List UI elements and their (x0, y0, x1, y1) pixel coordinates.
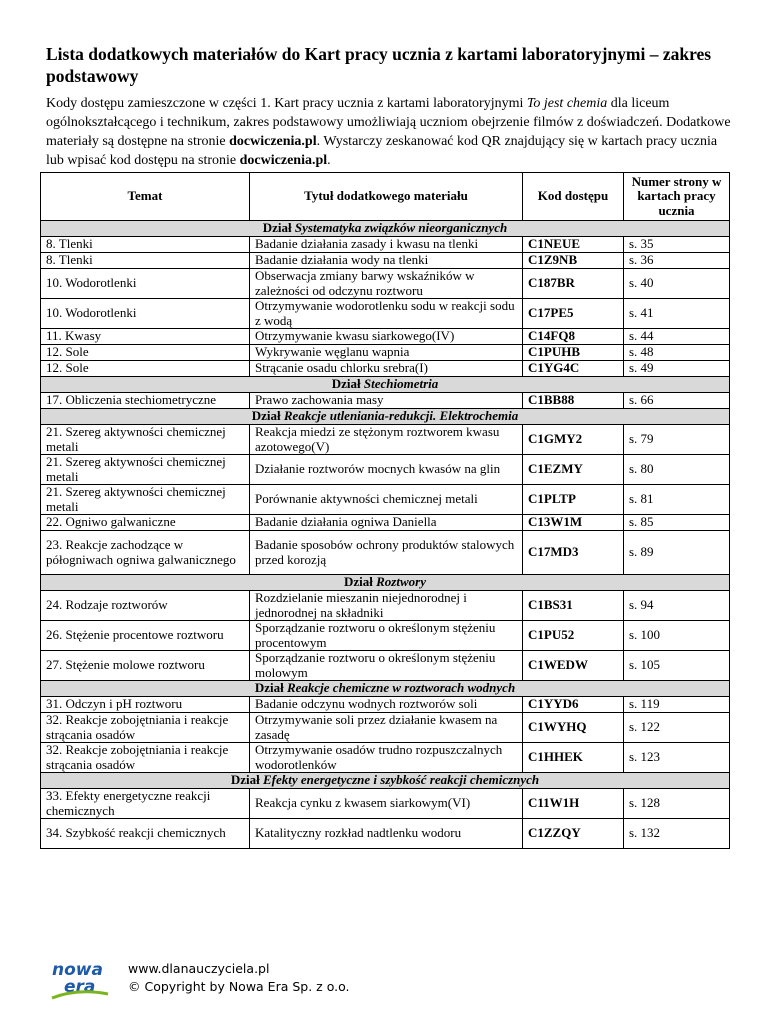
footer-copyright: © Copyright by Nowa Era Sp. z o.o. (128, 979, 350, 994)
table-row (41, 393, 730, 409)
section-prefix: Dział (251, 408, 284, 424)
table-row (41, 237, 730, 253)
table-body (41, 221, 730, 849)
cell-topic: 12. Sole (41, 361, 250, 377)
cell-page: s. 105 (624, 651, 730, 681)
section-title (41, 409, 730, 425)
cell-page: s. 49 (624, 361, 730, 377)
cell-code: C11W1H (523, 789, 624, 819)
cell-code: C1PU52 (523, 621, 624, 651)
cell-page: s. 66 (624, 393, 730, 409)
section-row (41, 575, 730, 591)
table-row (41, 591, 730, 621)
cell-page: s. 41 (624, 299, 730, 329)
section-row (41, 681, 730, 697)
cell-material: Badanie działania wody na tlenki (250, 253, 523, 269)
page-title: Lista dodatkowych materiałów do Kart pracy ucznia z kartami laboratoryjnymi – zakres podstawowy (46, 44, 712, 86)
cell-topic: 21. Szereg aktywności chemicznej metali (41, 485, 250, 515)
cell-material: Działanie roztworów mocnych kwasów na glin (250, 455, 523, 485)
cell-topic: 11. Kwasy (41, 329, 250, 345)
table-row (41, 789, 730, 819)
section-name: Reakcje chemiczne w roztworach wodnych (286, 680, 516, 696)
site-link-1[interactable]: docwiczenia.pl (229, 134, 317, 149)
cell-material: Sporządzanie roztworu o określonym stężeniu procentowym (250, 621, 523, 651)
cell-page: s. 128 (624, 789, 730, 819)
cell-code: C1HHEK (523, 743, 624, 773)
table-row (41, 651, 730, 681)
intro-paragraph (46, 94, 736, 170)
section-prefix: Dział (230, 772, 263, 788)
cell-page: s. 48 (624, 345, 730, 361)
book-title: To jest chemia (526, 96, 608, 111)
cell-code: C1EZMY (523, 455, 624, 485)
nowa-era-logo (50, 958, 110, 1000)
intro-text-4: . (327, 153, 331, 168)
section-name: Efekty energetyczne i szybkość reakcji chemicznych (262, 772, 540, 788)
cell-topic: 17. Obliczenia stechiometryczne (41, 393, 250, 409)
cell-topic: 32. Reakcje zobojętniania i reakcje strącania osadów (41, 713, 250, 743)
table-row (41, 743, 730, 773)
header-code: Kod dostępu (523, 173, 624, 221)
table-row (41, 269, 730, 299)
header-page: Numer strony w kartach pracy ucznia (624, 173, 730, 221)
footer-website[interactable]: www.dlanauczyciela.pl (128, 961, 270, 976)
cell-topic: 10. Wodorotlenki (41, 269, 250, 299)
header-topic: Temat (41, 173, 250, 221)
cell-material: Obserwacja zmiany barwy wskaźników w zależności od odczynu roztworu (250, 269, 523, 299)
cell-page: s. 94 (624, 591, 730, 621)
cell-code: C1NEUE (523, 237, 624, 253)
section-row (41, 377, 730, 393)
cell-material: Prawo zachowania masy (250, 393, 523, 409)
cell-page: s. 40 (624, 269, 730, 299)
section-row (41, 773, 730, 789)
cell-material: Badanie działania ogniwa Daniella (250, 515, 523, 531)
table-row (41, 361, 730, 377)
cell-page: s. 36 (624, 253, 730, 269)
cell-topic: 8. Tlenki (41, 237, 250, 253)
cell-code: C1ZZQY (523, 819, 624, 849)
cell-material: Badanie odczynu wodnych roztworów soli (250, 697, 523, 713)
table-row (41, 329, 730, 345)
section-title (41, 575, 730, 591)
section-name: Reakcje utleniania-redukcji. Elektrochemia (283, 408, 519, 424)
table-row (41, 345, 730, 361)
intro-text-2: dla liceum ogólnokształcącego i technikum, zakres podstawowy umożliwiają uczniom obejrzenie filmów z doświadczeń. Dodatkowe materiały są dostępne na stronie (46, 96, 731, 149)
table-row (41, 485, 730, 515)
cell-topic: 12. Sole (41, 345, 250, 361)
materials-table (40, 172, 730, 849)
cell-topic: 32. Reakcje zobojętniania i reakcje strącania osadów (41, 743, 250, 773)
cell-topic: 24. Rodzaje roztworów (41, 591, 250, 621)
cell-code: C1Z9NB (523, 253, 624, 269)
cell-page: s. 80 (624, 455, 730, 485)
cell-topic: 23. Reakcje zachodzące w półogniwach ogniwa galwanicznego (41, 531, 250, 575)
site-link-2[interactable]: docwiczenia.pl (239, 153, 328, 168)
table-row (41, 531, 730, 575)
cell-code: C17PE5 (523, 299, 624, 329)
table-row (41, 713, 730, 743)
table-row (41, 819, 730, 849)
cell-page: s. 44 (624, 329, 730, 345)
cell-material: Reakcja miedzi ze stężonym roztworem kwasu azotowego(V) (250, 425, 523, 455)
cell-material: Strącanie osadu chlorku srebra(I) (250, 361, 523, 377)
cell-topic: 8. Tlenki (41, 253, 250, 269)
cell-code: C187BR (523, 269, 624, 299)
cell-material: Sporządzanie roztworu o określonym stężeniu molowym (250, 651, 523, 681)
cell-code: C1WEDW (523, 651, 624, 681)
cell-material: Otrzymywanie soli przez działanie kwasem na zasadę (250, 713, 523, 743)
cell-material: Otrzymywanie kwasu siarkowego(IV) (250, 329, 523, 345)
cell-code: C1BS31 (523, 591, 624, 621)
section-prefix: Dział (344, 574, 377, 590)
header-material: Tytuł dodatkowego materiału (250, 173, 523, 221)
cell-code: C1WYHQ (523, 713, 624, 743)
cell-page: s. 100 (624, 621, 730, 651)
section-name: Systematyka związków nieorganicznych (294, 220, 508, 236)
table-row (41, 425, 730, 455)
cell-topic: 26. Stężenie procentowe roztworu (41, 621, 250, 651)
section-title (41, 681, 730, 697)
cell-code: C1BB88 (523, 393, 624, 409)
cell-topic: 21. Szereg aktywności chemicznej metali (41, 425, 250, 455)
cell-page: s. 79 (624, 425, 730, 455)
logo-word-1: nowa (52, 960, 103, 980)
cell-page: s. 89 (624, 531, 730, 575)
cell-topic: 21. Szereg aktywności chemicznej metali (41, 455, 250, 485)
cell-topic: 27. Stężenie molowe roztworu (41, 651, 250, 681)
section-prefix: Dział (254, 680, 287, 696)
table-row (41, 455, 730, 485)
cell-material: Otrzymywanie wodorotlenku sodu w reakcji sodu z wodą (250, 299, 523, 329)
footer (128, 960, 350, 996)
section-prefix: Dział (262, 220, 295, 236)
section-prefix: Dział (331, 376, 364, 392)
table-row (41, 299, 730, 329)
cell-material: Wykrywanie węglanu wapnia (250, 345, 523, 361)
section-title (41, 773, 730, 789)
cell-topic: 10. Wodorotlenki (41, 299, 250, 329)
cell-topic: 33. Efekty energetyczne reakcji chemicznych (41, 789, 250, 819)
cell-material: Katalityczny rozkład nadtlenku wodoru (250, 819, 523, 849)
cell-code: C1GMY2 (523, 425, 624, 455)
cell-code: C14FQ8 (523, 329, 624, 345)
table-header-row (41, 173, 730, 221)
cell-code: C1YG4C (523, 361, 624, 377)
cell-material: Badanie sposobów ochrony produktów stalowych przed korozją (250, 531, 523, 575)
intro-text-3: . Wystarczy zeskanować kod QR znajdujący się w kartach pracy ucznia lub wpisać kod dostępu na stronie (46, 134, 718, 168)
cell-material: Badanie działania zasady i kwasu na tlenki (250, 237, 523, 253)
cell-topic: 31. Odczyn i pH roztworu (41, 697, 250, 713)
intro-text-1: Kody dostępu zamieszczone w części 1. Kart pracy ucznia z kartami laboratoryjnymi (46, 96, 527, 111)
cell-code: C17MD3 (523, 531, 624, 575)
cell-material: Rozdzielanie mieszanin niejednorodnej i jednorodnej na składniki (250, 591, 523, 621)
cell-page: s. 122 (624, 713, 730, 743)
logo-word-2: era (64, 977, 96, 997)
cell-page: s. 123 (624, 743, 730, 773)
cell-code: C1YYD6 (523, 697, 624, 713)
table-row (41, 621, 730, 651)
cell-page: s. 85 (624, 515, 730, 531)
table-row (41, 253, 730, 269)
table-row (41, 697, 730, 713)
cell-code: C13W1M (523, 515, 624, 531)
cell-code: C1PLTP (523, 485, 624, 515)
cell-material: Reakcja cynku z kwasem siarkowym(VI) (250, 789, 523, 819)
section-title (41, 377, 730, 393)
cell-page: s. 132 (624, 819, 730, 849)
cell-code: C1PUHB (523, 345, 624, 361)
section-name: Roztwory (376, 574, 426, 590)
cell-topic: 34. Szybkość reakcji chemicznych (41, 819, 250, 849)
cell-page: s. 81 (624, 485, 730, 515)
cell-material: Porównanie aktywności chemicznej metali (250, 485, 523, 515)
section-row (41, 409, 730, 425)
section-row (41, 221, 730, 237)
section-title (41, 221, 730, 237)
cell-material: Otrzymywanie osadów trudno rozpuszczalnych wodorotlenków (250, 743, 523, 773)
cell-page: s. 119 (624, 697, 730, 713)
section-name: Stechiometria (363, 376, 439, 392)
table-row (41, 515, 730, 531)
cell-topic: 22. Ogniwo galwaniczne (41, 515, 250, 531)
cell-page: s. 35 (624, 237, 730, 253)
